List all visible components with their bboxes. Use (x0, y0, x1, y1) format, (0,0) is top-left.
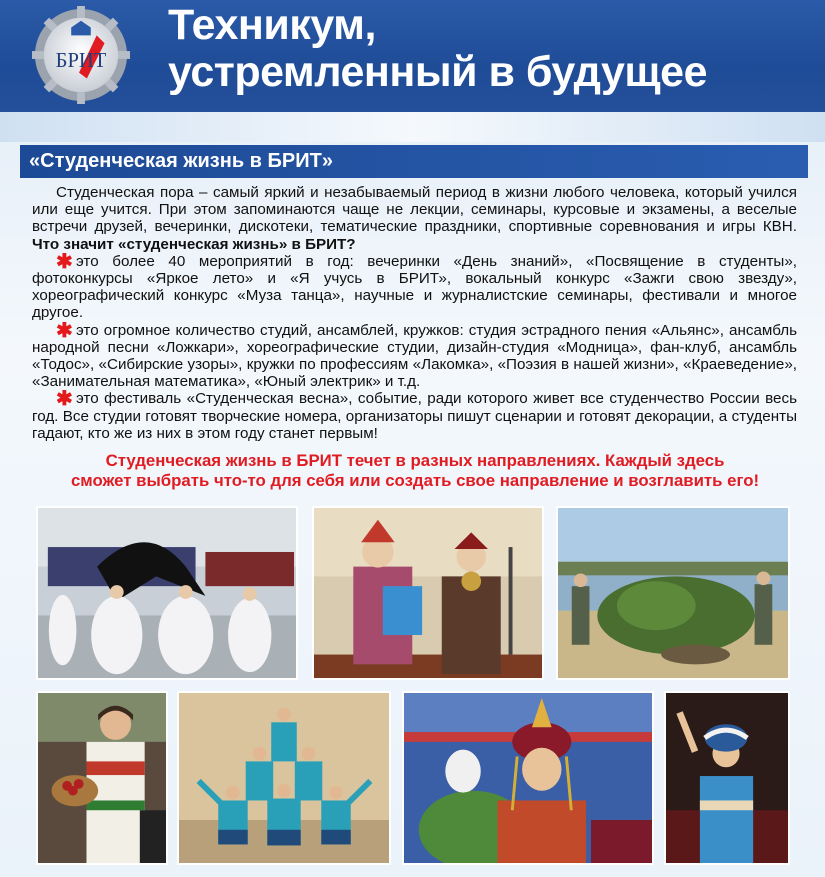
bullet-text: это более 40 мероприятий в год: вечеринки «День знаний», «Посвящение в студенты», фотоконкурсы «Яркое лето» и «Я учусь в БРИТ», вокальный конкурс «Зажги свою звезду», хореографический конкурс «Муза танца», научные и журналистские семинары, фестивали и многое другое. (32, 252, 797, 322)
title-line-1: Техникум, (168, 1, 376, 49)
folk-costume-singers-photo (312, 506, 544, 680)
woman-with-basket-photo (36, 691, 168, 865)
red-star-icon: ✱ (56, 388, 73, 411)
brit-logo-icon (32, 6, 130, 104)
title-line-2: устремленный в будущее (168, 48, 708, 96)
callout-line-2: сможет выбрать что-то для себя или создать свое направление и возглавить его! (70, 471, 760, 490)
buryat-costume-girl-photo (402, 691, 654, 865)
page-title (168, 2, 707, 96)
red-star-icon: ✱ (56, 250, 73, 273)
section-header-bar (20, 145, 808, 178)
callout-line-1: Студенческая жизнь в БРИТ течет в разных направлениях. Каждый здесь (105, 451, 725, 470)
intro-question: Что значит «студенческая жизнь» в БРИТ? (32, 235, 356, 253)
decorative-band (0, 112, 825, 142)
red-star-icon: ✱ (56, 319, 73, 342)
intro-text: Студенческая пора – самый яркий и незабываемый период в жизни любого человека, который учился или еще учится. При этом запоминаются чаще не лекции, семинары, курсовые и экзамены, а веселые встречи друзей, вечеринки, дискотеки, тематические праздники, спортивные соревнования и игры КВН. (32, 184, 797, 236)
article-body (32, 184, 797, 442)
header-banner (0, 0, 825, 112)
bullet-text: это фестиваль «Студенческая весна», событие, ради которого живет все студенчество России весь год. Все студии готовят творческие номера, организаторы пишут сценарии и готовят декорации, а студенты гадают, кто же из них в этом году станет первым! (32, 390, 797, 442)
highlight-callout (30, 451, 800, 491)
bullet-item (32, 250, 797, 322)
bullet-item (32, 390, 797, 442)
intro-paragraph (32, 184, 797, 253)
section-title: «Студенческая жизнь в БРИТ» (29, 150, 333, 172)
logo-text: БРИТ (55, 49, 107, 72)
military-camouflage-photo (556, 506, 790, 680)
bullet-text: это огромное количество студий, ансамблей, кружков: студия эстрадного пения «Альянс», ансамбль народной песни «Ложкари», хореографические студии, дизайн-студия «Модница», фан-клуб, ансамбль «Тодос», «Сибирские узоры», кружки по профессиям «Лакомка», «Поэзия в нашей жизни», «Краеведение», «Занимательная математика», «Юный электрик» и т.д. (32, 321, 797, 391)
singing-girl-photo (664, 691, 790, 865)
bullet-item (32, 319, 797, 391)
acrobatic-pyramid-photo (177, 691, 391, 865)
dance-performance-photo (36, 506, 298, 680)
